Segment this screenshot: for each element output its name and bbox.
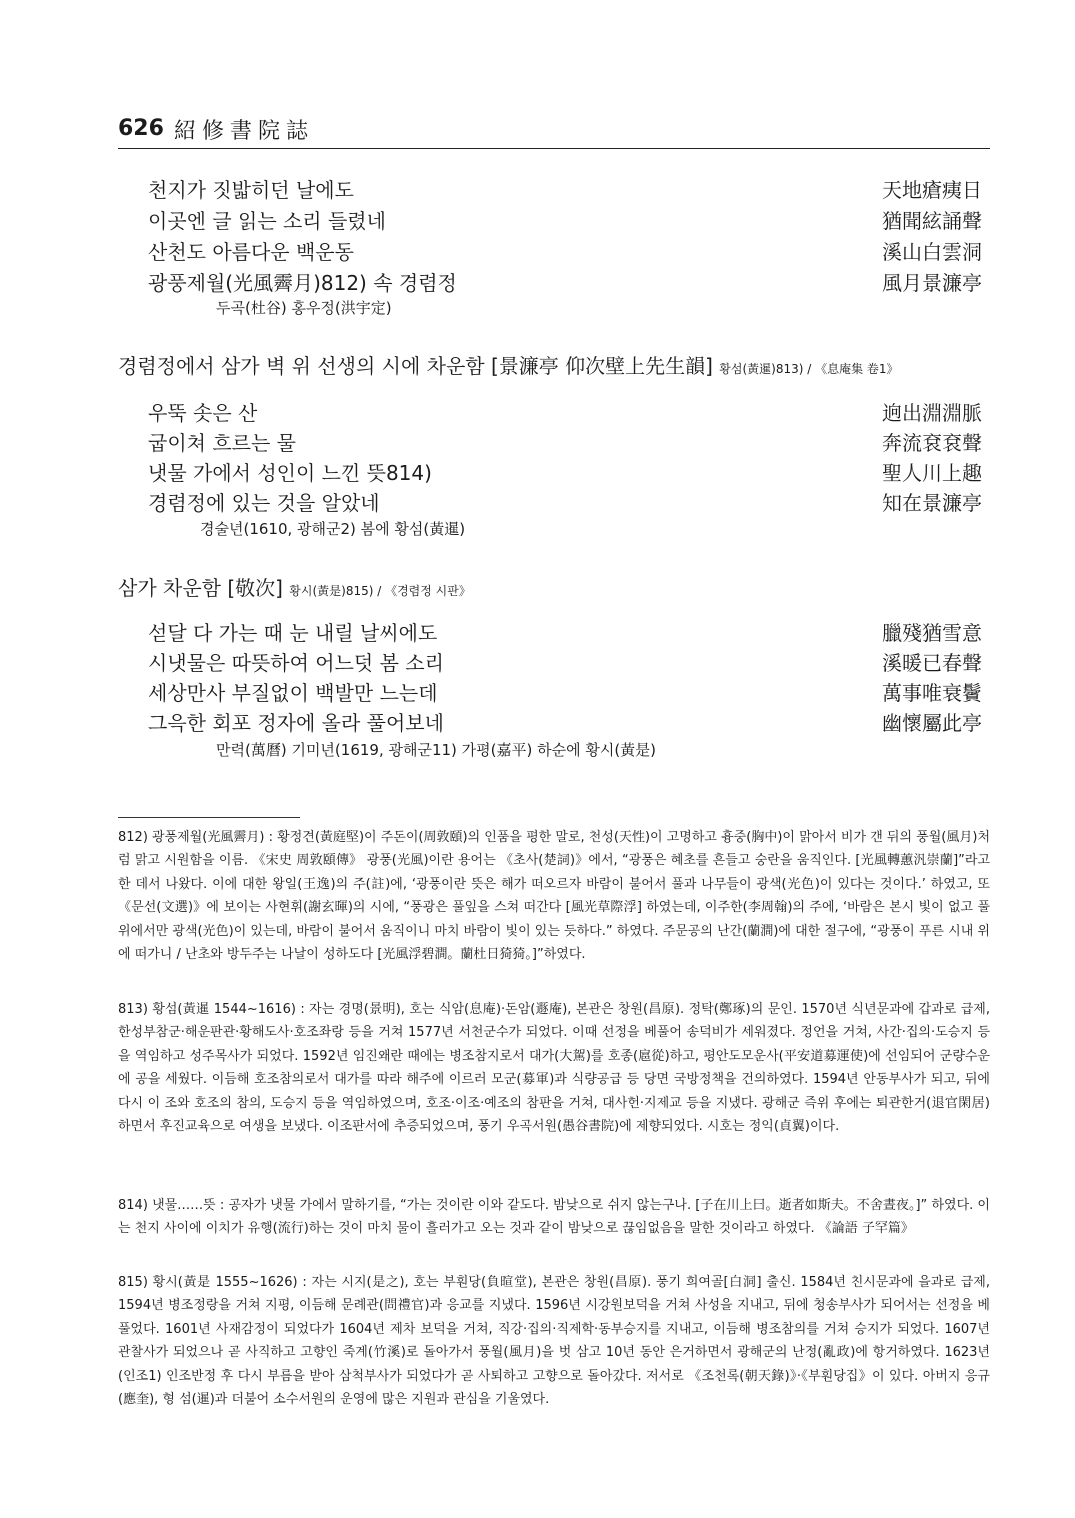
footnote-text: 광풍제월(光風霽月) : 황정견(黃庭堅)이 주돈이(周敦頤)의 인품을 평한 말로, 천성(天性)이 고명하고 흉중(胸中)이 맑아서 비가 갠 뒤의 풍월(風月)처럼 맑고 시원함을 이름. 《宋史 周敦頤傳》 광풍(光風)이란 용어는 《초사(楚詞)》에서, “광풍은 혜초를 흔들고 숭란을 움직인다. [光風轉蕙汎崇蘭]”라고 한 데서 나왔다. 이에 대한 왕일(王逸)의 주(註)에, ‘광풍이란 뜻은 해가 떠오르자 바람이 불어서 풀과 나무들이 광색(光色)이 있다는 것이다.’ 하였고, 또 《문선(文選)》에 보이는 사현휘(謝玄暉)의 시에, “풍광은 풀잎을 스쳐 떠간다 [風光草際浮] 하였는데, 이주한(李周翰)의 주에, ‘바람은 본시 빛이 없고 풀 위에서만 광색(光色)이 있는데, 바람이 불어서 움직이니 마치 바람이 빛이 있는 듯하다.” 하였다. 주문공의 난간(蘭澗)에 대한 절구에, “광풍이 푸른 시내 위에 떠가니 / 난초와 방두주는 나날이 성하도다 [光風浮碧澗。蘭杜日猗猗。]”하였다. (118, 830, 991, 963)
section3-line (148, 707, 982, 738)
poem1-line-hanja: 溪山白雲洞 (882, 240, 982, 264)
section3-line-korean: 세상만사 부질없이 백발만 느는데 (148, 681, 438, 705)
poem1-attribution: 두곡(杜谷) 홍우정(洪宇定) (216, 299, 392, 317)
poem1-line-korean: 산천도 아름다운 백운동 (148, 240, 354, 264)
section2-line-korean: 경렴정에 있는 것을 알았네 (148, 491, 380, 515)
footnote-815 (118, 1271, 990, 1411)
footnote-divider (118, 817, 300, 818)
poem1-line (148, 174, 982, 205)
footnote-813 (118, 998, 990, 1138)
section2-line (148, 397, 982, 428)
poem1-line (148, 236, 982, 267)
section3-source: 황시(黃是)815) / 《경렴정 시판》 (289, 584, 471, 598)
footnote-number: 814) (118, 1198, 148, 1213)
section2-line (148, 457, 982, 488)
section3-line-korean: 섣달 다 가는 때 눈 내릴 날씨에도 (148, 621, 438, 645)
section2-line-hanja: 奔流袞袞聲 (882, 431, 982, 455)
section2-heading (118, 350, 899, 379)
section2-line-hanja: 逈出淵淵脈 (882, 401, 982, 425)
section2-title: 경렴정에서 삼가 벽 위 선생의 시에 차운함 [景濂亭 仰次壁上先生韻] (118, 354, 713, 378)
section3-line (148, 647, 982, 678)
footnote-814 (118, 1194, 990, 1241)
section2-line-korean: 냇물 가에서 성인이 느낀 뜻814) (148, 461, 432, 485)
section2-source: 황섬(黃暹)813) / 《息庵集 卷1》 (719, 362, 899, 376)
section3-line-hanja: 溪暖已春聲 (882, 651, 982, 675)
footnote-number: 813) (118, 1002, 148, 1017)
section2-line-korean: 우뚝 솟은 산 (148, 401, 258, 425)
section3-line-korean: 시냇물은 따뜻하여 어느덧 봄 소리 (148, 651, 444, 675)
section3-attribution: 만력(萬曆) 기미년(1619, 광해군11) 가평(嘉平) 하순에 황시(黃是) (216, 741, 657, 759)
footnote-812 (118, 826, 990, 966)
section3-heading (118, 572, 471, 601)
section3-line-hanja: 幽懷屬此亭 (882, 711, 982, 735)
poem1-line (148, 267, 982, 298)
poem1-line (148, 205, 982, 236)
poem1-line-hanja: 猶聞絃誦聲 (882, 209, 982, 233)
poem1-line-hanja: 風月景濂亭 (882, 271, 982, 295)
section3-line-hanja: 臘殘猶雪意 (882, 621, 982, 645)
page-header (118, 114, 990, 150)
footnote-text: 황시(黃是 1555~1626) : 자는 시지(是之), 호는 부훤당(負暄堂), 본관은 창원(昌原). 풍기 희여골[白洞] 출신. 1584년 친시문과에 을과로 급제, 1594년 병조정랑을 거쳐 지평, 이듬해 문례관(問禮官)과 응교를 지냈다. 1596년 시강원보덕을 거쳐 사성을 지내고, 뒤에 청송부사가 되어서는 선정을 베풀었다. 1601년 사재감정이 되었다가 1604년 제차 보덕을 거쳐, 직강·집의·직제학·동부승지를 지내고, 이듬해 병조참의를 거쳐 승지가 되었다. 1607년 관찰사가 되었으나 곧 사직하고 고향인 죽계(竹溪)로 돌아가서 풍월(風月)을 벗 삼고 10년 동안 은거하면서 광해군의 난정(亂政)에 항거하였다. 1623년(인조1) 인조반정 후 다시 부름을 받아 삼척부사가 되었다가 곧 사퇴하고 고향으로 돌아갔다. 저서로 《조천록(朝天錄)》·《부훤당집》이 있다. 아버지 응규(應奎), 형 섬(暹)과 더불어 소수서원의 운영에 많은 지원과 관심을 기울였다. (118, 1275, 990, 1408)
section2-line-hanja: 知在景濂亭 (882, 491, 982, 515)
section3-line-hanja: 萬事唯衰鬢 (882, 681, 982, 705)
poem1-line-hanja: 天地瘡痍日 (882, 178, 982, 202)
page-number: 626 (118, 116, 164, 141)
section2-attribution: 경술년(1610, 광해군2) 봄에 황섬(黃暹) (200, 520, 466, 538)
section2-line (148, 487, 982, 518)
book-title: 紹修書院誌 (174, 119, 315, 144)
poem1-line-korean: 천지가 짓밟히던 날에도 (148, 178, 354, 202)
footnote-number: 815) (118, 1275, 148, 1290)
header-divider (118, 148, 990, 149)
section3-line (148, 677, 982, 708)
footnote-text: 냇물……뜻 : 공자가 냇물 가에서 말하기를, “가는 것이란 이와 같도다. 밤낮으로 쉬지 않는구나. [子在川上曰。逝者如斯夫。不舍晝夜。]” 하였다. 이는 천지 사이에 이치가 유행(流行)하는 것이 마치 물이 흘러가고 오는 것과 같이 밤낮으로 끊임없음을 말한 것이라고 하였다. 《論語 子罕篇》 (118, 1198, 990, 1237)
section2-line (148, 427, 982, 458)
poem1-line-korean: 이곳엔 글 읽는 소리 들렸네 (148, 209, 386, 233)
section2-line-korean: 굽이쳐 흐르는 물 (148, 431, 296, 455)
section3-line (148, 617, 982, 648)
section3-line-korean: 그윽한 회포 정자에 올라 풀어보네 (148, 711, 444, 735)
footnote-number: 812) (118, 830, 148, 845)
section3-title: 삼가 차운함 [敬次] (118, 576, 283, 600)
poem1-line-korean: 광풍제월(光風霽月)812) 속 경렴정 (148, 271, 457, 295)
footnote-text: 황섬(黃暹 1544~1616) : 자는 경명(景明), 호는 식암(息庵)·돈암(遯庵), 본관은 창원(昌原). 정탁(鄭琢)의 문인. 1570년 식년문과에 갑과로 급제, 한성부참군·해운판관·황해도사·호조좌랑 등을 거쳐 1577년 서천군수가 되었다. 이때 선정을 베풀어 송덕비가 세워졌다. 정언을 거쳐, 사간·집의·도승지 등을 역임하고 성주목사가 되었다. 1592년 임진왜란 때에는 병조참지로서 대가(大駕)를 호종(扈從)하고, 평안도모운사(平安道募運使)에 선임되어 군량수운에 공을 세웠다. 이듬해 호조참의로서 대가를 따라 해주에 이르러 모군(募軍)과 식량공급 등 당면 국방정책을 건의하였다. 1594년 안동부사가 되고, 뒤에 다시 이 조와 호조의 참의, 도승지 등을 역임하였으며, 호조·이조·예조의 참판을 거쳐, 대사헌·지제교 등을 지냈다. 광해군 즉위 후에는 퇴관한거(退官閑居)하면서 후진교육으로 여생을 보냈다. 이조판서에 추증되었으며, 풍기 우곡서원(愚谷書院)에 제향되었다. 시호는 정익(貞翼)이다. (118, 1002, 990, 1135)
section2-line-hanja: 聖人川上趣 (882, 461, 982, 485)
